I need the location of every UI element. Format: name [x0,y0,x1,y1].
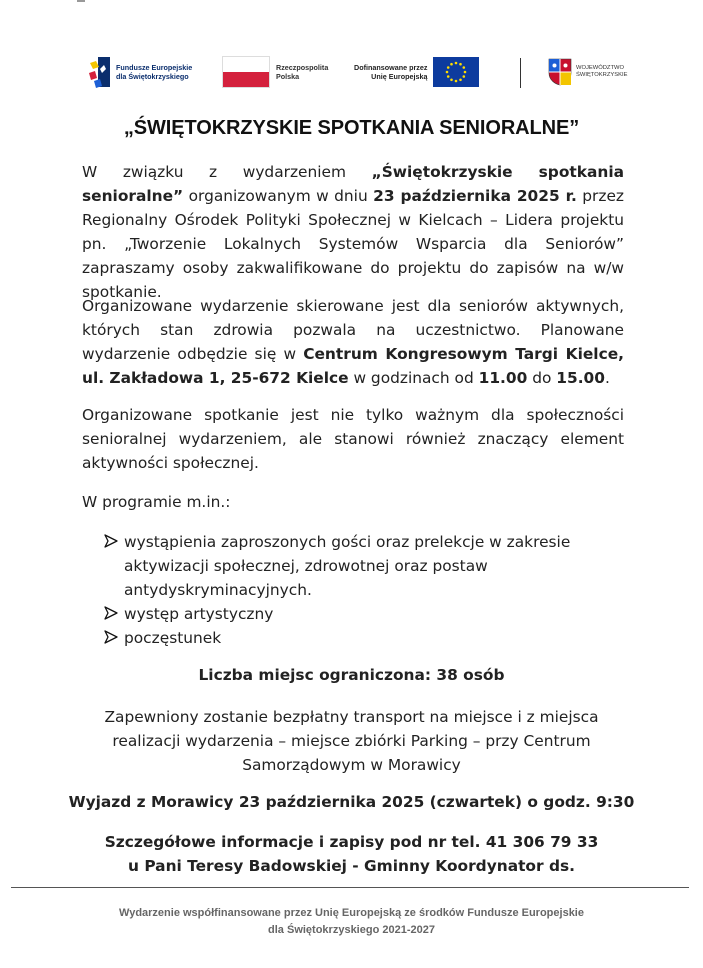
event-date: 23 października 2025 r. [373,187,577,205]
program-item-text: poczęstunek [124,629,222,647]
sw-label: WOJEWÓDZTWO ŚWIĘTOKRZYSKIE [576,65,628,78]
rp-label: Rzeczpospolita Polska [276,63,329,81]
ue-label: Dofinansowane przez Unię Europejską [354,63,428,81]
page-title: „ŚWIĘTOKRZYSKIE SPOTKANIA SENIORALNE” [123,117,580,139]
event-venue: Centrum Kongresowym Targi Kielce, ul. Zakładowa 1, 25-672 Kielce [82,345,624,387]
transport-line: Zapewniony zostanie bezpłatny transport na miejsce i z miejsca [104,708,599,726]
p1-text-c: przez Regionalny Ośrodek Polityki Społecznej w Kielcach – Lidera projektu pn. „Tworzenie Lokalnych Systemów Wsparcia dla Seniorów” zapraszamy osoby zakwalifikowane do projektu do zapisów na w/w spotkanie. [82,187,625,301]
paragraph-importance: Organizowane spotkanie jest nie tylko ważnym dla społeczności senioralnej wydarzeniem, ale stanowi również znaczący element aktywności społecznej. [82,406,624,472]
transport-line: Samorządowym w Morawicy [242,756,461,774]
logo-wojewodztwo [548,52,627,92]
footer-divider [11,887,689,888]
seat-limit: Liczba miejsc ograniczona: 38 osób [198,666,505,684]
program-heading: W programie m.in.: [82,493,231,511]
departure-info: Wyjazd z Morawicy 23 października 2025 (czwartek) o godz. 9:30 [68,793,635,811]
logo-bar [88,52,643,92]
logo-rzeczpospolita [222,52,328,92]
arrow-bullet-icon [104,602,124,626]
footer-note [0,905,703,939]
list-item [104,530,584,602]
contact-line: u Pani Teresy Badowskiej - Gminny Koordynator ds. [128,857,575,875]
list-item [104,626,584,650]
time-from: 11.00 [478,369,528,387]
p2-text-c: do [527,369,557,387]
arrow-bullet-icon [104,626,124,650]
transport-line: realizacji wydarzenia – miejsce zbiórki Parking – przy Centrum [112,732,591,750]
footer-line: Wydarzenie współfinansowane przez Unię Europejską ze środków Fundusze Europejskie [119,907,584,919]
eu-flag-icon [433,57,479,87]
program-list [104,530,584,650]
p2-text-a: Organizowane wydarzenie skierowane jest dla seniorów aktywnych, których stan zdrowia pozwala na uczestnictwo. Planowane wydarzenie odbędzie się w [82,297,624,363]
logo-fundusze-europejskie [88,52,192,92]
paragraph-venue [82,294,624,390]
logo-separator [520,58,521,88]
paragraph-intro [82,160,624,304]
top-mark [77,0,85,2]
logo-unia-europejska [354,52,479,92]
footer-line: dla Świętokrzyskiego 2021-2027 [268,924,435,936]
contact-info [0,830,703,878]
polish-flag-icon [222,56,270,88]
p2-text-b: w godzinach od [348,369,479,387]
crest-icon [548,58,572,86]
program-item-text: wystąpienia zaproszonych gości oraz prelekcje w zakresie aktywizacji społecznej, zdrowotnej oraz postaw antydyskryminacyjnych. [124,533,571,599]
p2-text-d: . [604,369,610,387]
fe-star-icon [88,55,112,89]
fe-label: Fundusze Europejskie dla Świętokrzyskiego [116,63,193,81]
event-name: „Świętokrzyskie spotkania senioralne” [82,163,624,205]
time-to: 15.00 [556,369,605,387]
arrow-bullet-icon [104,530,124,602]
list-item [104,602,584,626]
p1-text-a: W związku z wydarzeniem [82,163,372,181]
contact-line: Szczegółowe informacje i zapisy pod nr tel. 41 306 79 33 [104,833,599,851]
transport-info [0,705,703,777]
p1-text-b: organizowanym w dniu [183,187,374,205]
program-item-text: występ artystyczny [124,605,274,623]
